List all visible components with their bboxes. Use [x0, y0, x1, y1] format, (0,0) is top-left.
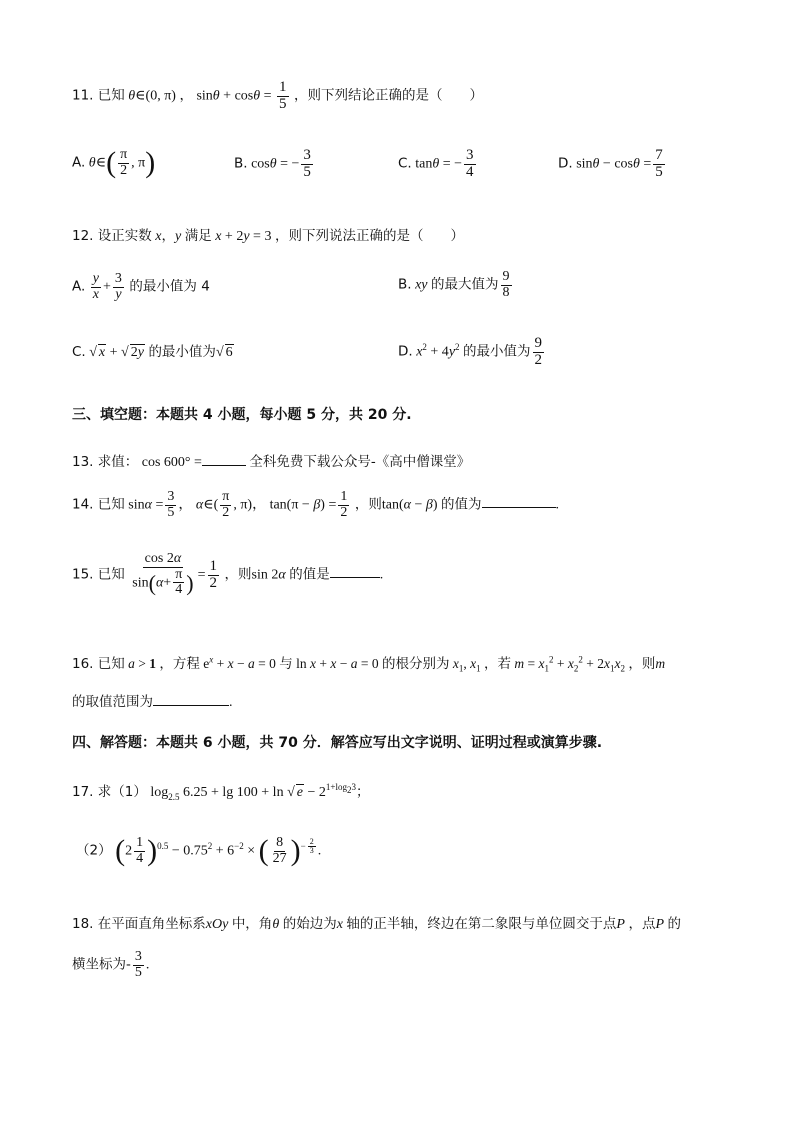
q11-stem-a: 11. 已知: [72, 87, 125, 104]
q15-answer-blank: [330, 565, 380, 578]
q11-option-d: D. sinθ − cosθ = $\frac{7}{5}$: [558, 147, 663, 180]
q14-answer-blank: [482, 495, 556, 508]
q12-option-c: C. √ x + √ 2y 的最小值为√ 6: [72, 344, 233, 360]
q15: 15. 已知 cos 2α sin(α+ $\frac{\pi}{4}$ ) = $\frac{1}{2}$ ，则sin 2α 的值是 .: [72, 551, 384, 598]
q11-option-a: A. θ∈( $\frac{\pi}{2}$ , π): [72, 146, 156, 180]
q12-stem: 12. 设正实数 x，y 满足 x + 2y = 3 ，则下列说法正确的是（ ）: [72, 228, 464, 244]
q16-answer-blank: [153, 693, 229, 706]
q15-main-frac: cos 2α sin(α+ $\frac{\pi}{4}$ ): [132, 551, 194, 598]
q16-line2: 的取值范围为 .: [72, 694, 233, 710]
q17-part2: （2） (2 $\frac{1}{4}$ )$^{0.5} - 0.75^2 + 6^{-2}$ × ( $\frac{8}{27}$ )$^{- \frac{2}{3}}$ .: [76, 834, 322, 868]
q11-stem: 11. 已知 θ∈(0, π) ， sinθ + cosθ = $\frac{1}{5}$ ，则下列结论正确的是（ ）: [72, 79, 484, 112]
q17-part1: 17. 求（1） $\log_{2.5} 6.25 + \lg 100 + \ln$ √ $e - 2^{1+log_23}$；: [72, 782, 370, 802]
q13-answer-blank: [202, 453, 246, 466]
q11-frac-1-5: $\frac{1}{5}$: [279, 79, 287, 112]
q16-line1: 16. 已知 a > 1 ，方程 $e^x + x - a = 0$ 与 ln x + x − a = 0 的根分别为 $x_1$, $x_1$ ，若 $m = x_1^2 + x_2^2 + 2x_1x_2$ ，则m: [72, 654, 666, 674]
q12-option-d: D. $x^2 + 4y^2$ 的最小值为 $\frac{9}{2}$: [398, 335, 543, 368]
q14: 14. 已知 sinα = $\frac{3}{5}$ ， α∈( $\frac{\pi}{2}$ , π)， tan(π − β) = $\frac{1}{2}$ ，则tan(α − β) 的值为 .: [72, 489, 560, 520]
q18-line1: 18. 在平面直角坐标系xOy 中，角θ 的始边为x 轴的正半轴，终边在第二象限与单位圆交于点P ，点P 的: [72, 916, 682, 932]
section4-title: 四、解答题：本题共 6 小题，共 70 分．解答应写出文字说明、证明过程或演算步骤.: [72, 735, 603, 751]
q18-line2: 横坐标为- $\frac{3}{5}$ .: [72, 949, 150, 980]
q12-option-b: B. xy 的最大值为 $\frac{9}{8}$: [398, 269, 510, 300]
q11-math-condition: sinθ + cosθ =: [196, 88, 272, 104]
q13: 13. 求值： cos 600° = 全科免费下载公众号-《高中僧课堂》: [72, 454, 471, 470]
q12-option-a: A. $\frac{y}{x}$ + $\frac{3}{y}$ 的最小值为 4: [72, 271, 210, 302]
q11-option-b: B. cosθ = − $\frac{3}{5}$: [234, 147, 311, 180]
q11-math-theta-range: θ: [128, 88, 136, 104]
q11-option-c: C. tanθ = − $\frac{3}{4}$: [398, 147, 474, 180]
section3-title: 三、填空题：本题共 4 小题，每小题 5 分，共 20 分.: [72, 407, 412, 423]
